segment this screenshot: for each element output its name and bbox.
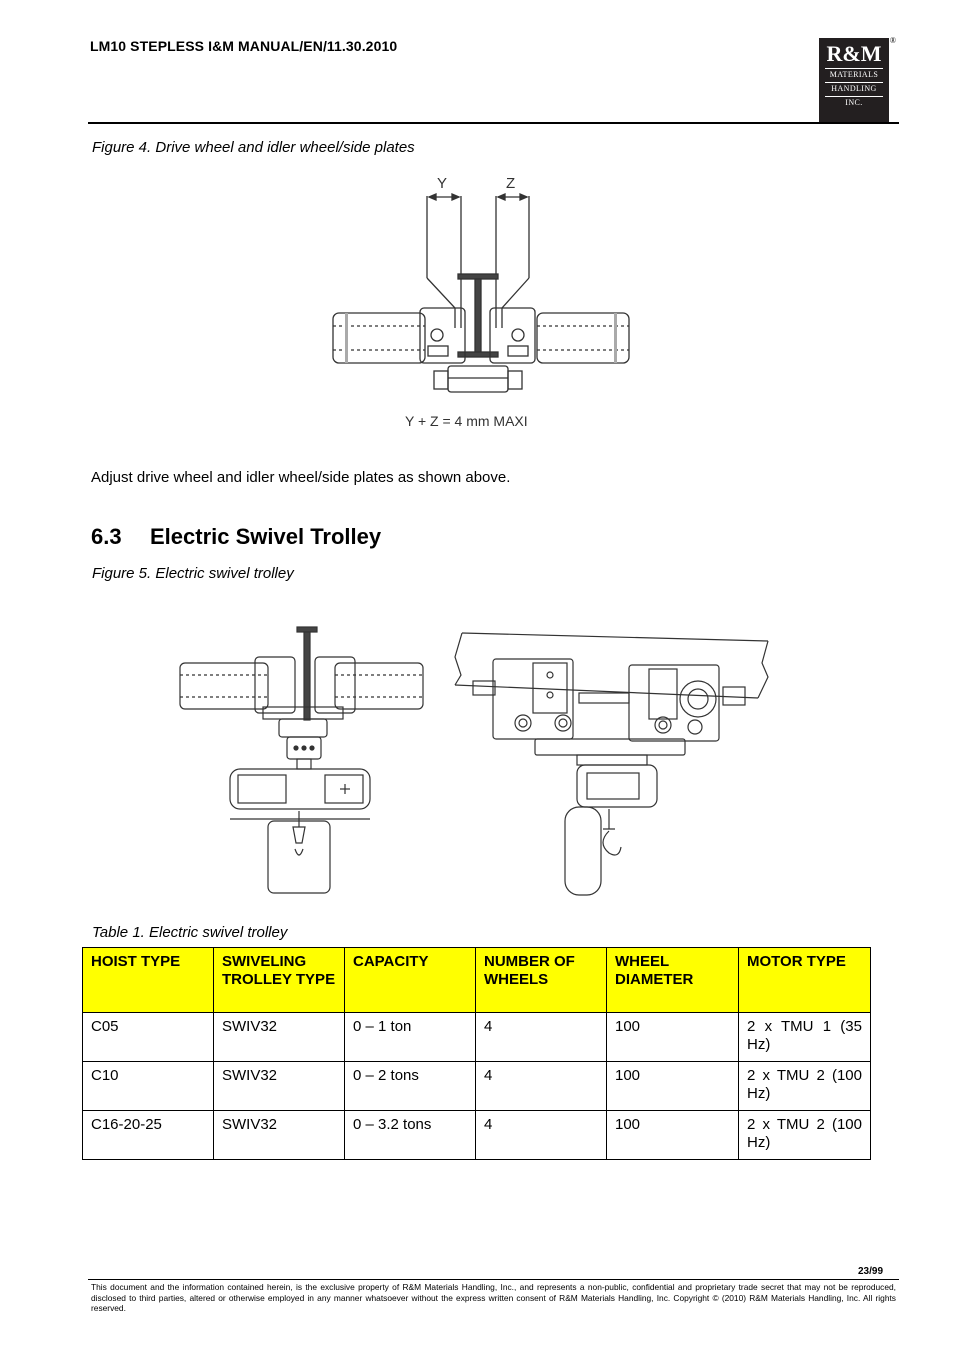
cell: C16-20-25 [83,1111,214,1160]
cell: 100 [607,1013,739,1062]
confidentiality-notice: This document and the information contained herein, is the exclusive property of R&M Materials Handling, Inc., and represents a non-public, confidential and proprietary trade secret that may not be reproduced, disclosed to third parties, altered or otherwise employed in any manner whatsoever without the express written consent of R&M Materials Handling, Inc. Copyright © (2010) R&M Materials Handling, Inc. All rights reserved. [91,1282,896,1313]
section-heading [91,524,381,550]
table-header-row [83,948,871,1013]
figure-5-caption: Figure 5. Electric swivel trolley [92,565,294,582]
cell: C10 [83,1062,214,1111]
cell: 100 [607,1111,739,1160]
label-z: Z [506,175,516,192]
col-capacity: CAPACITY [345,948,476,1013]
drive-wheel-diagram [330,168,630,438]
cell: 4 [476,1062,607,1111]
cell: 4 [476,1111,607,1160]
logo-line-2: HANDLING [831,84,877,93]
table-row [83,1111,871,1160]
rm-logo [819,36,896,122]
header-rule [88,122,899,124]
swivel-trolley-table [82,947,871,1160]
logo-line-3: INC. [845,98,863,107]
cell: C05 [83,1013,214,1062]
col-swiveling-trolley-type: SWIVELING TROLLEY TYPE [214,948,345,1013]
registered-mark: ® [889,36,896,45]
cell: 2 x TMU 2 (100 Hz) [739,1111,871,1160]
cell: 2 x TMU 1 (35 Hz) [739,1013,871,1062]
cell: SWIV32 [214,1013,345,1062]
cell: SWIV32 [214,1062,345,1111]
col-number-of-wheels: NUMBER OF WHEELS [476,948,607,1013]
swivel-trolley-diagram [175,615,775,907]
adjust-paragraph: Adjust drive wheel and idler wheel/side plates as shown above. [91,469,511,486]
section-number: 6.3 [91,524,122,549]
cell: 100 [607,1062,739,1111]
figure-4-caption: Figure 4. Drive wheel and idler wheel/side plates [92,139,415,156]
formula-label: Y + Z = 4 mm MAXI [405,413,528,429]
table-row [83,1062,871,1111]
footer-rule [88,1279,899,1280]
section-title: Electric Swivel Trolley [150,524,382,549]
cell: 0 – 3.2 tons [345,1111,476,1160]
page-number: 23/99 [858,1266,884,1277]
col-motor-type: MOTOR TYPE [739,948,871,1013]
col-hoist-type: HOIST TYPE [83,948,214,1013]
table-1-caption: Table 1. Electric swivel trolley [92,924,288,941]
cell: 4 [476,1013,607,1062]
table-row [83,1013,871,1062]
cell: 0 – 2 tons [345,1062,476,1111]
cell: 0 – 1 ton [345,1013,476,1062]
logo-line-1: MATERIALS [829,70,879,79]
col-wheel-diameter: WHEEL DIAMETER [607,948,739,1013]
label-y: Y [437,175,448,192]
document-title: LM10 STEPLESS I&M MANUAL/EN/11.30.2010 [90,38,398,54]
cell: SWIV32 [214,1111,345,1160]
logo-mark: R&M [826,41,882,66]
cell: 2 x TMU 2 (100 Hz) [739,1062,871,1111]
